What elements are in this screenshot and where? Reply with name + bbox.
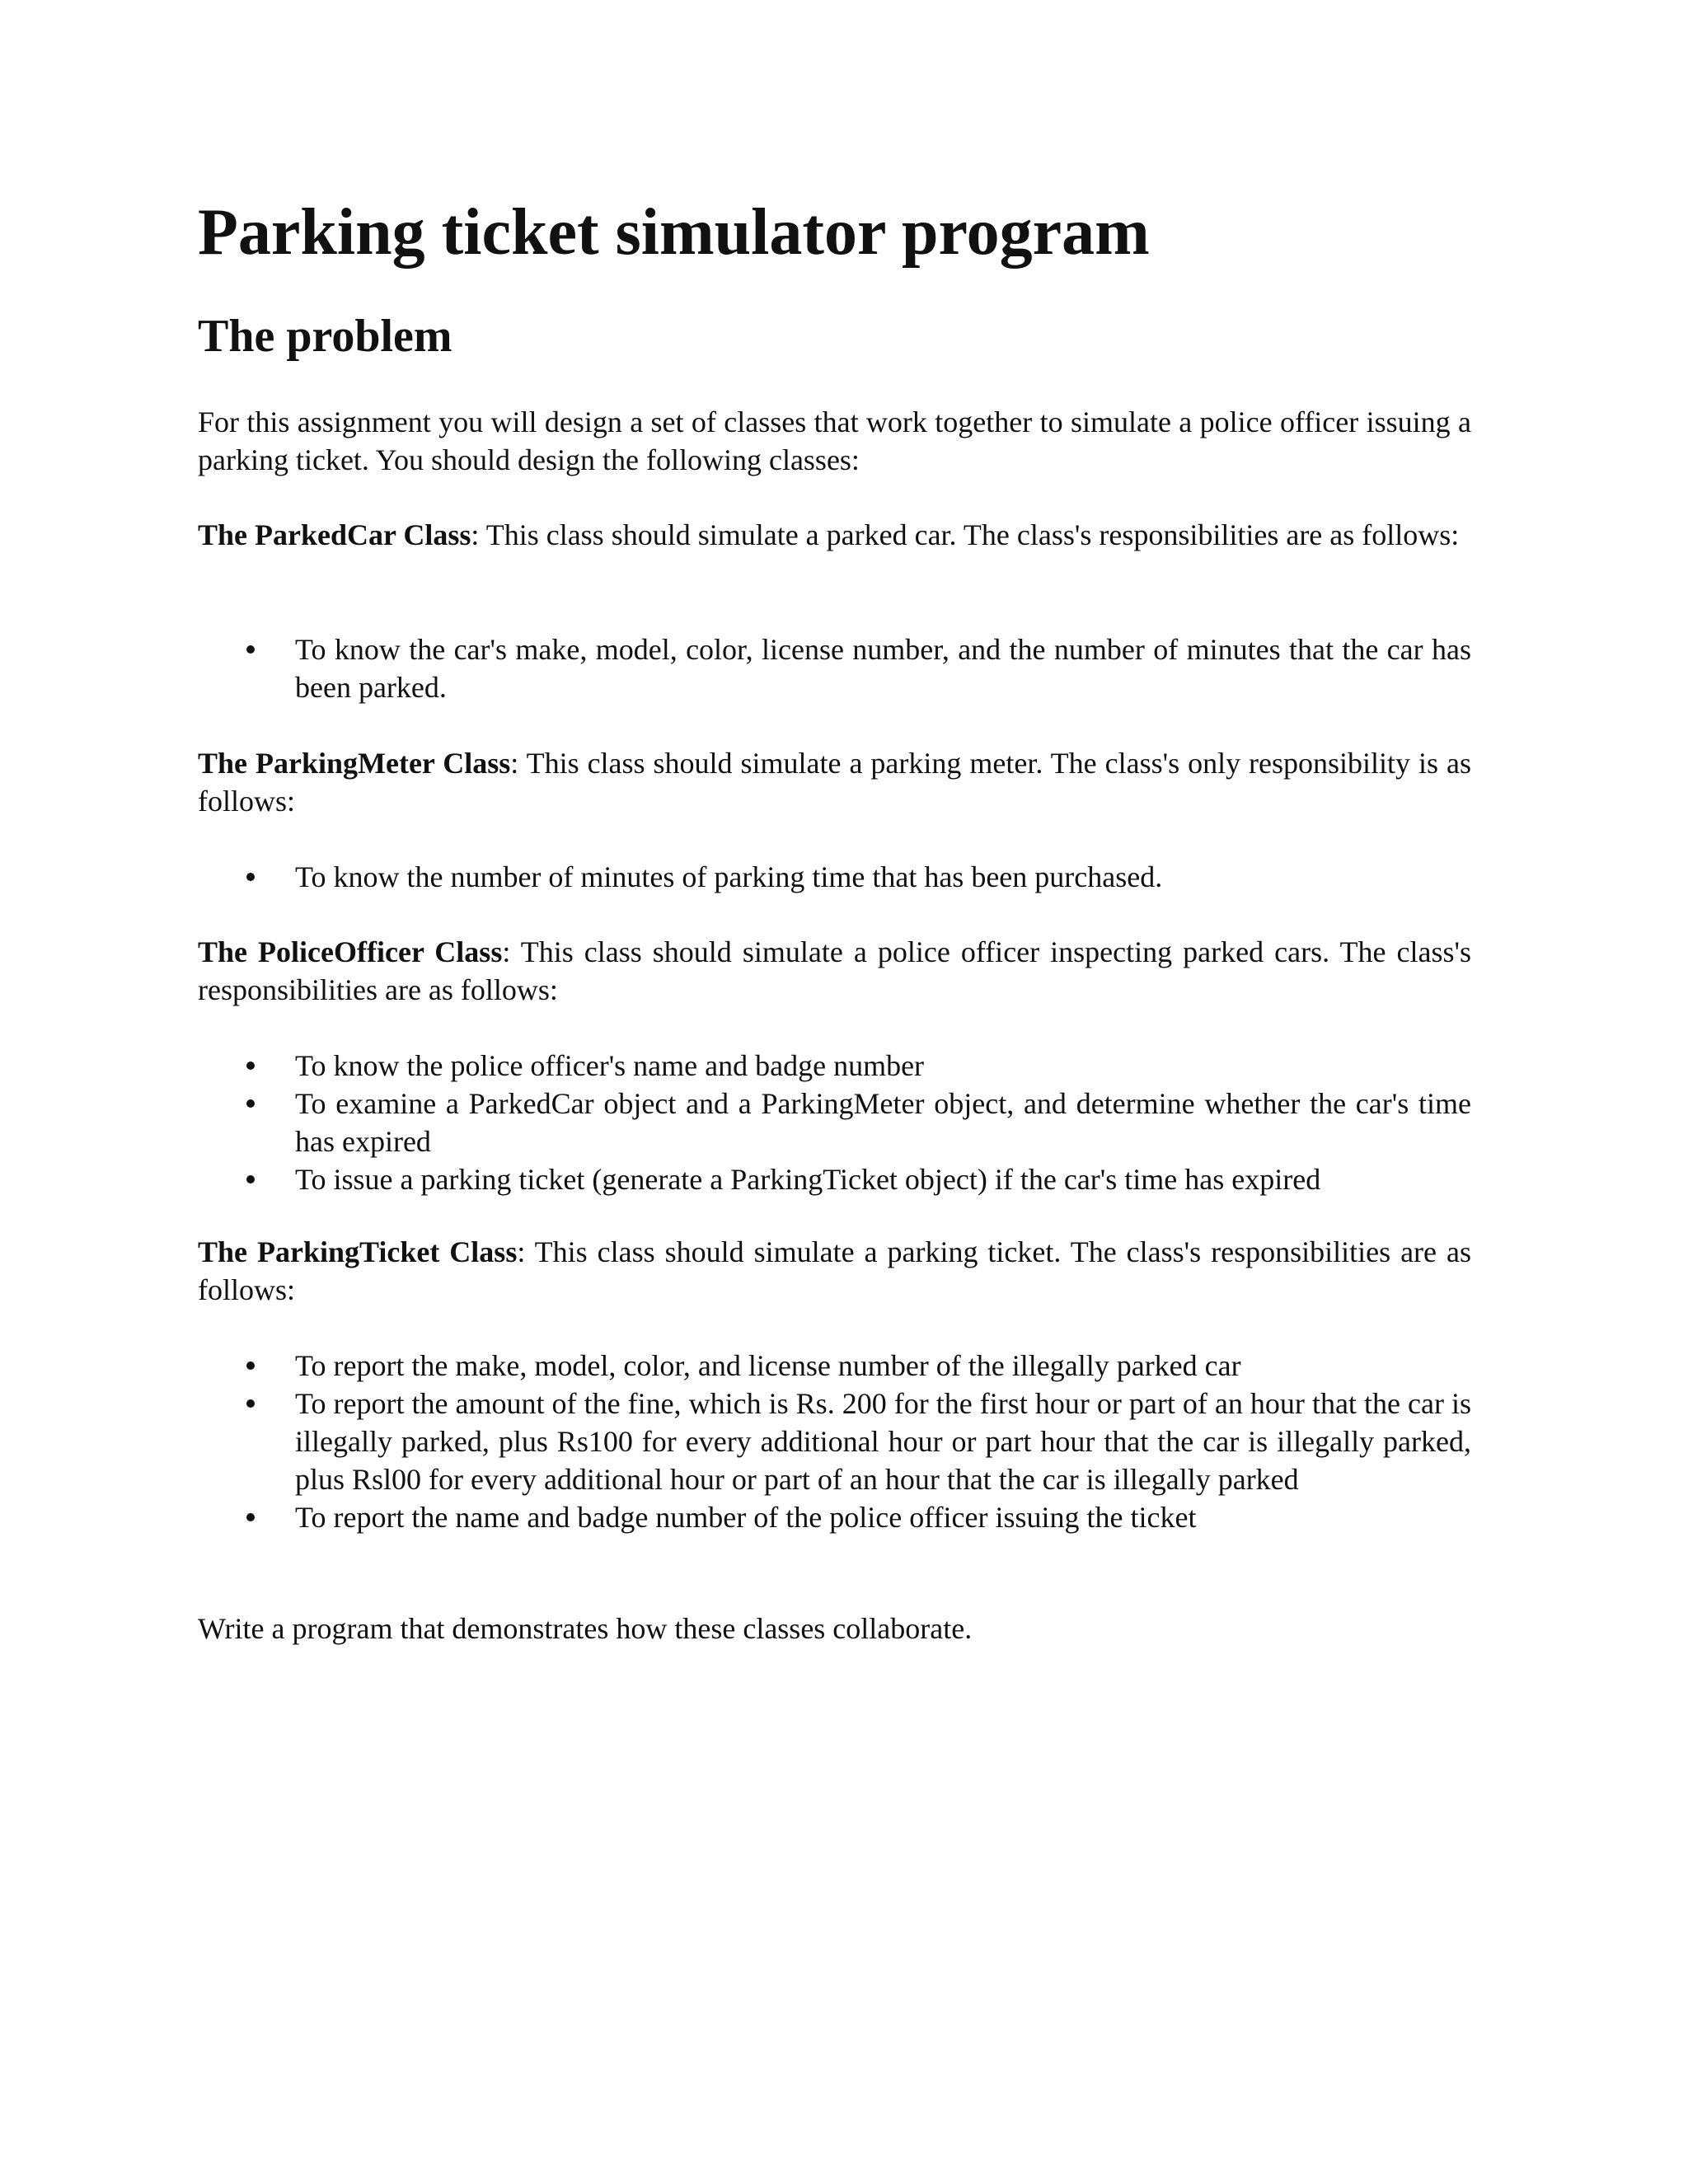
parkingticket-paragraph xyxy=(198,1233,1471,1309)
bullet-icon xyxy=(246,1175,255,1183)
policeofficer-bullet-list xyxy=(198,1047,1471,1198)
policeofficer-heading: The PoliceOfficer Class xyxy=(198,935,503,968)
list-item xyxy=(198,1085,1471,1160)
bullet-icon xyxy=(246,873,255,881)
bullet-icon xyxy=(246,1513,255,1521)
bullet-text: To know the car's make, model, color, license number, and the number of minutes that the car has been parked. xyxy=(295,633,1471,704)
list-item xyxy=(198,1347,1471,1385)
list-item xyxy=(198,630,1471,706)
bullet-text: To report the make, model, color, and license number of the illegally parked car xyxy=(295,1349,1241,1382)
list-item xyxy=(198,858,1471,896)
bullet-icon xyxy=(246,645,255,654)
parkingmeter-bullet-list xyxy=(198,858,1471,896)
list-item xyxy=(198,1385,1471,1498)
parkedcar-description: : This class should simulate a parked car. The class's responsibilities are as follows: xyxy=(471,518,1460,551)
parkingmeter-heading: The ParkingMeter Class xyxy=(198,747,511,780)
bullet-text: To issue a parking ticket (generate a ParkingTicket object) if the car's time has expired xyxy=(295,1163,1321,1196)
section-heading-problem: The problem xyxy=(198,311,452,362)
intro-paragraph: For this assignment you will design a set of classes that work together to simulate a police officer issuing a parking ticket. You should design the following classes: xyxy=(198,405,1471,476)
bullet-text: To know the number of minutes of parking time that has been purchased. xyxy=(295,860,1163,893)
bullet-text: To know the police officer's name and badge number xyxy=(295,1049,925,1082)
closing-paragraph: Write a program that demonstrates how these classes collaborate. xyxy=(198,1612,973,1645)
parkedcar-paragraph xyxy=(198,516,1471,554)
list-item xyxy=(198,1047,1471,1085)
policeofficer-paragraph xyxy=(198,933,1471,1009)
parkedcar-heading: The ParkedCar Class xyxy=(198,518,471,551)
parkingticket-heading: The ParkingTicket Class xyxy=(198,1235,518,1268)
bullet-text: To report the amount of the fine, which is Rs. 200 for the first hour or part of an hour that the car is illegally parked, plus Rs100 for every additional hour or part hour that the car is illegally parked, plus Rsl00 for every additional hour or part of an hour that the car is illegally parked xyxy=(295,1387,1471,1496)
parkingticket-description: : This class should simulate a parking ticket. The class's responsibilities are as follows: xyxy=(198,1235,1471,1306)
page-title: Parking ticket simulator program xyxy=(198,196,1150,269)
parkedcar-bullet-list xyxy=(198,630,1471,706)
parkingmeter-description: : This class should simulate a parking meter. The class's only responsibility is as follows: xyxy=(198,747,1472,818)
parkingticket-bullet-list xyxy=(198,1347,1471,1536)
list-item xyxy=(198,1160,1471,1198)
bullet-icon xyxy=(246,1399,255,1408)
parkingmeter-paragraph xyxy=(198,744,1471,820)
bullet-text: To examine a ParkedCar object and a ParkingMeter object, and determine whether the car's time has expired xyxy=(295,1087,1471,1158)
list-item xyxy=(198,1498,1471,1536)
bullet-icon xyxy=(246,1062,255,1070)
policeofficer-description: : This class should simulate a police officer inspecting parked cars. The class's responsibilities are as follows: xyxy=(198,935,1471,1006)
bullet-icon xyxy=(246,1099,255,1108)
bullet-icon xyxy=(246,1361,255,1370)
bullet-text: To report the name and badge number of the police officer issuing the ticket xyxy=(295,1501,1197,1534)
